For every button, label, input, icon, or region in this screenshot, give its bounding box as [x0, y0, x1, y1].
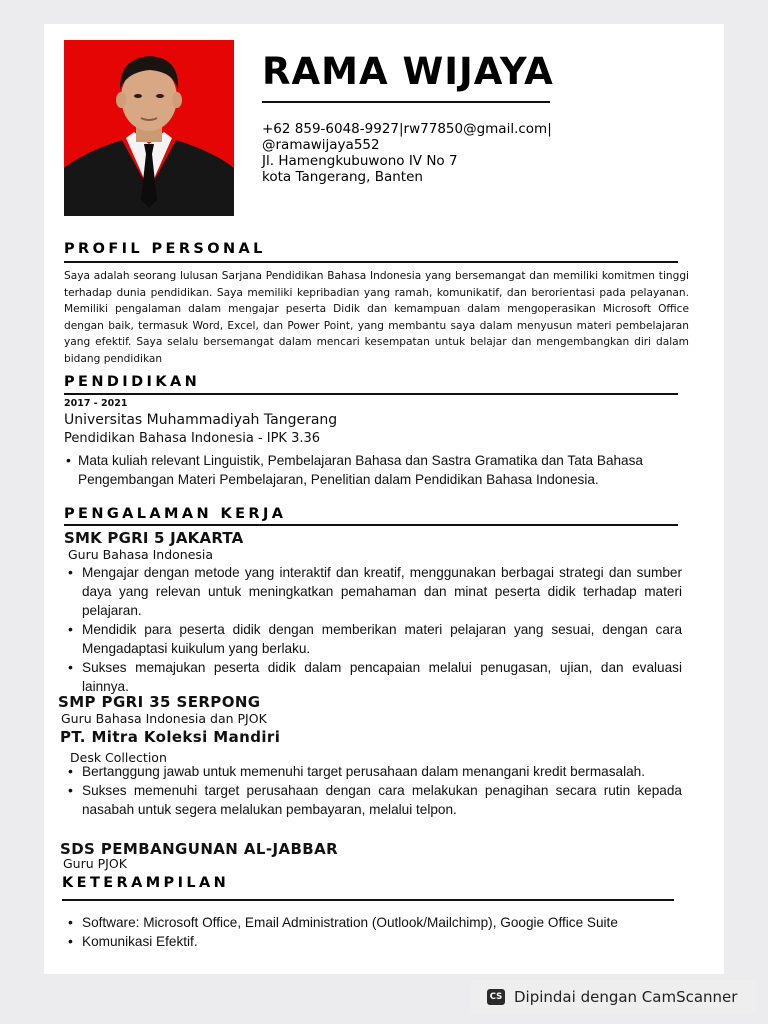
skills-list — [66, 913, 686, 951]
job-bullet: • Bertanggung jawab untuk memenuhi target perusahaan dalam menangani kredit bermasalah. — [66, 762, 682, 781]
job-company: SDS PEMBANGUNAN AL-JABBAR — [60, 840, 339, 858]
job-company: SMK PGRI 5 JAKARTA — [64, 529, 244, 547]
profile-section-title: PROFIL PERSONAL — [64, 241, 266, 257]
education-bullets — [64, 451, 664, 489]
contact-address: Jl. Hamengkubuwono IV No 7 — [262, 153, 458, 169]
education-program: Pendidikan Bahasa Indonesia - IPK 3.36 — [64, 431, 321, 446]
skill-item: • Komunikasi Efektif. — [66, 932, 686, 951]
education-section-title: PENDIDIKAN — [64, 374, 201, 390]
job-bullet: • Mendidik para peserta didik dengan memberikan materi pelajaran yang sesuai, dengan cara Mengadaptasi kuikulum yang berlaku. — [66, 620, 682, 658]
job-role: Guru PJOK — [63, 856, 127, 871]
profile-text: Saya adalah seorang lulusan Sarjana Pendidikan Bahasa Indonesia yang bersemangat dan memiliki komitmen tinggi terhadap dunia pendidikan. Saya memiliki kepribadian yang ramah, komunikatif, dan berorientasi pada pelayanan. Memiliki pengalaman dalam mengajar peserta Didik dan kemampuan dalam mengoperasikan Microsoft Office dengan baik, termasuk Word, Excel, dan Power Point, yang membantu saya dalam menyusun materi pembelajaran yang efektif. Saya selalu bersemangat dalam mencari kesempatan untuk belajar dan mengembangkan diri dalam bidang pendidikan — [64, 270, 689, 365]
job-bullet: • Sukses memenuhi target perusahaan dengan cara melakukan penagihan secara rutin kepada nasabah untuk segera melalukan pembayaran, melalui telpon. — [66, 781, 682, 819]
profile-photo — [64, 40, 234, 216]
job-bullets — [66, 762, 682, 819]
education-bullet: • Mata kuliah relevant Linguistik, Pembelajaran Bahasa dan Sastra Gramatika dan Tata Bahasa Pengembangan Materi Pembelajaran, Penelitian dalam Pendidikan Bahasa Indonesia. — [64, 451, 664, 489]
contact-phone-email: +62 859-6048-9927|rw77850@gmail.com| — [262, 121, 552, 137]
skills-divider — [62, 899, 674, 901]
job-role: Guru Bahasa Indonesia dan PJOK — [61, 711, 267, 726]
job-company: PT. Mitra Koleksi Mandiri — [60, 728, 281, 746]
education-university: Universitas Muhammadiyah Tangerang — [64, 412, 338, 428]
camscanner-logo-icon: CS — [487, 989, 505, 1005]
job-bullet: • Sukses memajukan peserta didik dalam pencapaian melalui penugasan, ujian, dan evaluasi lainnya. — [66, 658, 682, 696]
name-divider — [262, 101, 550, 103]
job-role: Guru Bahasa Indonesia — [68, 547, 214, 562]
experience-section-title: PENGALAMAN KERJA — [64, 506, 287, 522]
camscanner-watermark — [471, 980, 756, 1014]
contact-handle: @ramawijaya552 — [262, 137, 380, 153]
job-bullet: • Mengajar dengan metode yang interaktif dan kreatif, menggunakan berbagai strategi dan sumber daya yang relevan untuk meningkatkan pemahaman dan minat peserta didik terhadap materi pelajaran. — [66, 563, 682, 620]
experience-divider — [64, 524, 678, 526]
job-company: SMP PGRI 35 SERPONG — [58, 693, 261, 711]
camscanner-text: Dipindai dengan CamScanner — [514, 988, 738, 1006]
education-divider — [64, 393, 678, 395]
skills-section-title: KETERAMPILAN — [62, 875, 230, 891]
profile-divider — [64, 261, 678, 263]
contact-city: kota Tangerang, Banten — [262, 169, 423, 185]
job-bullets — [66, 563, 682, 696]
job-role: Desk Collection — [70, 750, 167, 765]
contact-block — [262, 121, 552, 185]
education-years: 2017 - 2021 — [64, 398, 128, 409]
candidate-name: RAMA WIJAYA — [262, 50, 554, 93]
skill-item: • Software: Microsoft Office, Email Administration (Outlook/Mailchimp), Googie Office Suite — [66, 913, 686, 932]
